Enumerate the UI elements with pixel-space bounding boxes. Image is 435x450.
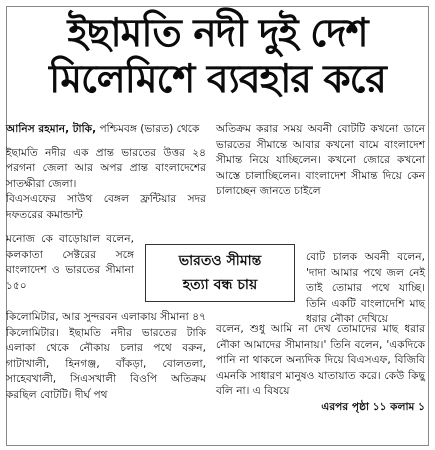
continuation-note — [216, 400, 425, 416]
right-paragraph-2: বোট চালক অবনী বলেন, 'দাদা আমার পথে জল নেই তাই তোমার পথে যাচ্ছি। তিনি একটি বাংলাদেশি মাছ ধরার নৌকা দেখিয়ে — [306, 251, 425, 326]
continued-on-label: এরপর পৃষ্ঠা ১১ কলাম ১ — [321, 400, 425, 413]
right-paragraph-1: অতিক্রম করার সময় অবনী বোটটি কখনো ডানে ভারতের সীমান্তে আবার কখনো বামে বাংলাদেশ সীমান্ত নিয়ে যাচ্ছিলেন। কখনো জোরে কখনো আস্তে চালাচ্ছিলেন। বাংলাদেশ সীমান্ত দিয়ে কেন চালাচ্ছেন জানতে চাইলে — [216, 123, 425, 198]
byline-name: আনিস রহমান, টাকি, — [6, 123, 97, 135]
left-paragraph-1: ইছামতি নদীর এক প্রান্ত ভারতের উত্তর ২৪ পরগনা জেলা আর অপর প্রান্ত বাংলাদেশের সাতক্ষীরা জেলা। — [6, 146, 206, 190]
left-paragraph-3: মনোজ কে বাড়োয়াল বলেন, কলকাতা সেক্টরের সঙ্গে বাংলাদেশ ও ভারতের সীমানা ১৫০ — [6, 233, 134, 292]
right-paragraph-3: বলেন, শুধু আমি না দেখ তোমাদের মাছ ধরার নৌকা আমাদের সীমানায়।' তিনি বলেন, 'একদিকে পানি না থাকলে অন্যদিক দিয়ে বিএসএফ, বিজিবি এমনকি সাধারণ মানুষও যাতায়াত করে। কেউ কিছু বলি না। এ বিষয়ে — [216, 323, 425, 398]
pull-quote — [145, 244, 295, 302]
headline — [6, 11, 429, 103]
pull-quote-line-1: ভারতও সীমান্ত — [178, 253, 262, 269]
right-column-lower — [216, 322, 425, 416]
right-column — [216, 122, 425, 200]
left-column — [6, 122, 206, 224]
right-column-beside-quote — [306, 250, 425, 328]
left-column-beside-quote — [6, 232, 134, 294]
left-paragraph-2: বিএসএফের সাউথ বেঙ্গল ফ্রন্টিয়ার সদর দফতরের কমান্ডান্ট — [6, 193, 206, 221]
left-paragraph-4: কিলোমিটার, আর সুন্দরবন এলাকায় সীমানা ৪৭ কিলোমিটার। ইছামতি নদীর ভারতের টাকি এলাকা থেকে নৌকায় চলার পথে বরুন, গাটাখালী, হিনগঞ্জ, বাঁকড়া, বোলতলা, সাহেবখালী, সিএসখালী বিওপি অতিক্রম করছিল বোটটি। দীর্ঘ পথ — [6, 311, 206, 401]
byline — [6, 122, 206, 138]
left-column-lower — [6, 310, 206, 404]
headline-line-2: মিলেমিশে ব্যবহার করে — [49, 57, 386, 102]
pull-quote-line-2: হত্যা বন্ধ চায় — [182, 277, 258, 293]
headline-line-1: ইছামতি নদী দুই দেশ — [67, 11, 368, 56]
byline-place: পশ্চিমবঙ্গ (ভারত) থেকে — [99, 123, 200, 135]
